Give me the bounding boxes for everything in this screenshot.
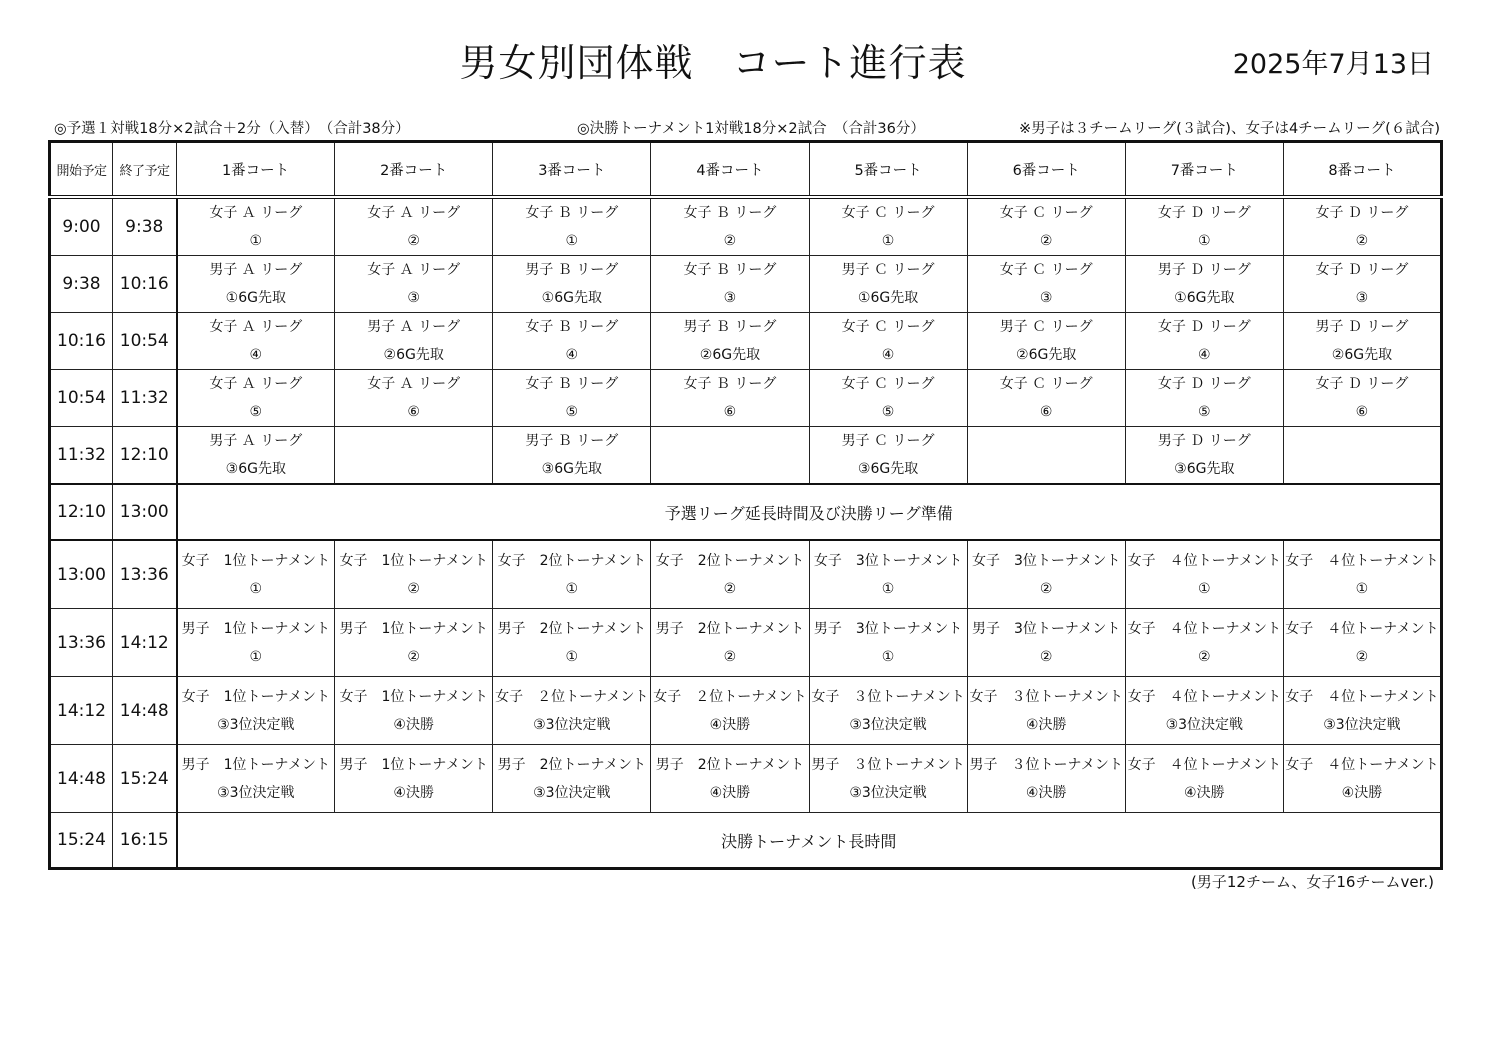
- match-cell-court-2: [335, 609, 493, 677]
- match-league-label: 女子 ４位トーナメント: [1127, 552, 1282, 569]
- match-number-label: ④: [565, 347, 579, 363]
- match-number-label: ④決勝: [1341, 784, 1383, 801]
- schedule-row: [50, 609, 1442, 677]
- match-number-label: ④: [1198, 347, 1211, 363]
- match-league-label: 女子 ４位トーナメント: [1285, 688, 1439, 705]
- match-number-label: ①: [1198, 580, 1211, 597]
- match-number-label: ①: [881, 580, 895, 597]
- match-number-label: ③3位決定戦: [533, 784, 611, 801]
- match-league-label: 男子 ３位トーナメント: [811, 756, 965, 773]
- match-league-label: 女子 ３位トーナメント: [969, 688, 1123, 705]
- match-cell-court-2: [335, 313, 493, 370]
- match-cell-court-7: [1125, 427, 1283, 485]
- start-time-cell: 13:36: [50, 609, 113, 677]
- match-cell-court-3: [493, 256, 651, 313]
- match-number-label: ②: [407, 580, 420, 597]
- match-league-label: 女子 Ｃ リーグ: [999, 376, 1093, 392]
- start-time-cell: 15:24: [50, 813, 113, 869]
- start-time-cell: 12:10: [50, 484, 113, 540]
- match-cell-court-6: [967, 540, 1125, 609]
- header-court-7: 7番コート: [1125, 142, 1283, 198]
- match-league-label: 男子 Ｃ リーグ: [841, 433, 935, 449]
- match-cell-court-4: [651, 745, 809, 813]
- break-period-cell: 予選リーグ延長時間及び決勝リーグ準備: [177, 484, 1442, 540]
- match-number-label: ③: [1039, 290, 1053, 306]
- match-league-label: 女子 ４位トーナメント: [1285, 620, 1439, 637]
- match-league-label: 女子 Ｄ リーグ: [1315, 376, 1409, 392]
- match-number-label: ③3位決定戦: [849, 716, 927, 733]
- match-league-label: 男子 3位トーナメント: [813, 620, 963, 637]
- schedule-body: [50, 197, 1442, 869]
- match-number-label: ④決勝: [393, 784, 434, 801]
- match-number-label: ②6G先取: [699, 347, 761, 363]
- match-cell-court-2: [335, 540, 493, 609]
- match-cell-court-8: [1283, 427, 1441, 485]
- schedule-row-break: [50, 813, 1442, 869]
- end-time-cell: 16:15: [113, 813, 177, 869]
- match-league-label: 男子 Ａ リーグ: [367, 319, 461, 335]
- schedule-row: [50, 197, 1442, 256]
- match-cell-court-4: [651, 197, 809, 256]
- start-time-cell: 10:16: [50, 313, 113, 370]
- court-schedule-table: [48, 140, 1443, 870]
- match-cell-court-2: [335, 745, 493, 813]
- match-cell-court-5: [809, 540, 967, 609]
- break-period-cell: 決勝トーナメント長時間: [177, 813, 1442, 869]
- match-number-label: ②: [723, 233, 737, 249]
- match-number-label: ④決勝: [1025, 716, 1067, 733]
- match-cell-court-6: [967, 256, 1125, 313]
- match-league-label: 男子 1位トーナメント: [339, 620, 488, 637]
- end-time-cell: 10:16: [113, 256, 177, 313]
- match-league-label: 女子 ４位トーナメント: [1127, 756, 1282, 773]
- match-cell-court-1: [177, 256, 335, 313]
- match-cell-court-5: [809, 370, 967, 427]
- match-cell-court-8: [1283, 609, 1441, 677]
- schedule-row: [50, 256, 1442, 313]
- end-time-cell: 12:10: [113, 427, 177, 485]
- match-league-label: 女子 ２位トーナメント: [495, 688, 649, 705]
- match-league-label: 男子 1位トーナメント: [181, 620, 330, 637]
- match-league-label: 女子 2位トーナメント: [655, 552, 805, 569]
- match-league-label: 男子 Ｂ リーグ: [525, 433, 619, 449]
- match-league-label: 女子 Ｄ リーグ: [1157, 205, 1251, 221]
- match-number-label: ⑤: [565, 404, 579, 420]
- match-cell-court-7: [1125, 197, 1283, 256]
- header-row: [50, 142, 1442, 198]
- match-league-label: 男子 Ｄ リーグ: [1157, 262, 1251, 278]
- match-number-label: ②: [1355, 648, 1369, 665]
- match-cell-court-3: [493, 540, 651, 609]
- header-court-3: 3番コート: [493, 142, 651, 198]
- match-cell-court-4: [651, 370, 809, 427]
- end-time-cell: 10:54: [113, 313, 177, 370]
- match-number-label: ③6G先取: [541, 461, 602, 477]
- start-time-cell: 9:38: [50, 256, 113, 313]
- match-cell-court-3: [493, 745, 651, 813]
- match-number-label: ①6G先取: [1174, 290, 1235, 306]
- end-time-cell: 9:38: [113, 197, 177, 256]
- match-league-label: 女子 Ｃ リーグ: [841, 319, 935, 335]
- match-number-label: ④決勝: [1184, 784, 1225, 801]
- match-cell-court-3: [493, 609, 651, 677]
- match-league-label: 女子 Ｃ リーグ: [841, 376, 935, 392]
- match-number-label: ①6G先取: [225, 290, 286, 306]
- match-number-label: ⑥: [723, 404, 737, 420]
- match-number-label: ④決勝: [1025, 784, 1067, 801]
- match-cell-court-3: [493, 677, 651, 745]
- match-league-label: 男子 2位トーナメント: [497, 756, 646, 773]
- header-court-8: 8番コート: [1283, 142, 1441, 198]
- match-cell-court-1: [177, 677, 335, 745]
- match-number-label: ②: [1039, 233, 1053, 249]
- match-number-label: ②6G先取: [1016, 347, 1077, 363]
- match-number-label: ⑤: [1198, 404, 1211, 420]
- match-league-label: 男子 Ｃ リーグ: [999, 319, 1093, 335]
- match-number-label: ①: [1355, 580, 1369, 597]
- match-number-label: ②: [1355, 233, 1369, 249]
- match-league-label: 男子 Ｄ リーグ: [1315, 319, 1409, 335]
- match-league-label: 女子 Ｃ リーグ: [841, 205, 935, 221]
- match-cell-court-4: [651, 256, 809, 313]
- match-league-label: 女子 3位トーナメント: [813, 552, 963, 569]
- match-league-label: 女子 Ｂ リーグ: [525, 319, 619, 335]
- match-league-label: 女子 Ａ リーグ: [367, 205, 461, 221]
- match-league-label: 女子 ２位トーナメント: [653, 688, 807, 705]
- match-league-label: 女子 ４位トーナメント: [1285, 756, 1439, 773]
- match-cell-court-7: [1125, 540, 1283, 609]
- match-cell-court-1: [177, 370, 335, 427]
- note-qualifier-timing: ◎予選１対戦18分×2試合＋2分（入替） （合計38分）: [54, 121, 410, 137]
- end-time-cell: 11:32: [113, 370, 177, 427]
- match-cell-court-1: [177, 313, 335, 370]
- match-league-label: 女子 Ｂ リーグ: [525, 376, 619, 392]
- match-cell-court-3: [493, 313, 651, 370]
- match-cell-court-1: [177, 540, 335, 609]
- match-cell-court-7: [1125, 370, 1283, 427]
- match-number-label: ③6G先取: [1174, 461, 1235, 477]
- match-cell-court-8: [1283, 540, 1441, 609]
- match-league-label: 男子 Ａ リーグ: [209, 433, 303, 449]
- match-league-label: 男子 3位トーナメント: [972, 620, 1121, 637]
- match-league-label: 女子 Ｃ リーグ: [999, 205, 1093, 221]
- match-league-label: 女子 Ｄ リーグ: [1315, 205, 1409, 221]
- match-number-label: ②: [1039, 580, 1053, 597]
- match-cell-court-5: [809, 256, 967, 313]
- match-cell-court-6: [967, 313, 1125, 370]
- match-cell-court-8: [1283, 256, 1441, 313]
- match-number-label: ①6G先取: [541, 290, 602, 306]
- match-cell-court-4: [651, 313, 809, 370]
- match-league-label: 女子 1位トーナメント: [339, 688, 488, 705]
- match-number-label: ②: [407, 233, 420, 249]
- match-number-label: ③6G先取: [857, 461, 919, 477]
- page-title: 男女別団体戦 コート進行表: [459, 41, 967, 85]
- match-league-label: 女子 Ｂ リーグ: [683, 205, 777, 221]
- match-cell-court-2: [335, 370, 493, 427]
- match-number-label: ①: [249, 580, 263, 597]
- schedule-row-break: [50, 484, 1442, 540]
- header-court-2: 2番コート: [335, 142, 493, 198]
- match-league-label: 女子 Ｄ リーグ: [1157, 319, 1251, 335]
- header-court-1: 1番コート: [177, 142, 335, 198]
- match-number-label: ③: [723, 290, 737, 306]
- match-cell-court-5: [809, 427, 967, 485]
- match-league-label: 女子 Ｄ リーグ: [1157, 376, 1251, 392]
- end-time-cell: 15:24: [113, 745, 177, 813]
- match-cell-court-6: [967, 677, 1125, 745]
- match-league-label: 女子 2位トーナメント: [497, 552, 646, 569]
- end-time-cell: 13:36: [113, 540, 177, 609]
- match-cell-court-8: [1283, 745, 1441, 813]
- end-time-cell: 14:48: [113, 677, 177, 745]
- match-number-label: ④: [881, 347, 895, 363]
- match-league-label: 女子 Ｂ リーグ: [683, 376, 777, 392]
- match-number-label: ⑥: [1039, 404, 1053, 420]
- header-start-time: 開始予定: [50, 142, 113, 198]
- match-number-label: ③3位決定戦: [849, 784, 927, 801]
- match-number-label: ①: [881, 233, 895, 249]
- match-number-label: ①: [249, 233, 263, 249]
- match-cell-court-5: [809, 609, 967, 677]
- match-number-label: ⑤: [881, 404, 895, 420]
- header-court-5: 5番コート: [809, 142, 967, 198]
- match-cell-court-6: [967, 370, 1125, 427]
- match-number-label: ④決勝: [709, 784, 751, 801]
- match-number-label: ①: [881, 648, 895, 665]
- match-number-label: ④決勝: [709, 716, 751, 733]
- match-league-label: 女子 Ｂ リーグ: [525, 205, 619, 221]
- match-number-label: ④決勝: [393, 716, 434, 733]
- note-final-timing: ◎決勝トーナメント1対戦18分×2試合 （合計36分）: [577, 121, 925, 137]
- start-time-cell: 14:48: [50, 745, 113, 813]
- match-cell-court-8: [1283, 197, 1441, 256]
- match-league-label: 男子 Ａ リーグ: [209, 262, 303, 278]
- match-number-label: ③3位決定戦: [1165, 716, 1244, 733]
- match-cell-court-5: [809, 677, 967, 745]
- match-league-label: 女子 Ｂ リーグ: [683, 262, 777, 278]
- match-number-label: ①: [249, 648, 263, 665]
- schedule-row: [50, 313, 1442, 370]
- match-number-label: ③3位決定戦: [217, 784, 295, 801]
- match-league-label: 女子 Ａ リーグ: [367, 262, 461, 278]
- match-number-label: ①: [565, 233, 579, 249]
- match-league-label: 女子 ４位トーナメント: [1127, 620, 1282, 637]
- match-number-label: ②6G先取: [383, 347, 444, 363]
- match-cell-court-7: [1125, 677, 1283, 745]
- match-number-label: ①6G先取: [857, 290, 919, 306]
- match-cell-court-1: [177, 745, 335, 813]
- match-league-label: 女子 ４位トーナメント: [1285, 552, 1439, 569]
- start-time-cell: 9:00: [50, 197, 113, 256]
- match-number-label: ②: [1039, 648, 1053, 665]
- match-league-label: 男子 ３位トーナメント: [969, 756, 1123, 773]
- match-number-label: ②6G先取: [1331, 347, 1393, 363]
- match-cell-court-6: [967, 609, 1125, 677]
- schedule-date: 2025年7月13日: [1232, 49, 1434, 80]
- match-league-label: 女子 Ｃ リーグ: [999, 262, 1093, 278]
- match-cell-court-8: [1283, 313, 1441, 370]
- header-court-6: 6番コート: [967, 142, 1125, 198]
- match-league-label: 男子 2位トーナメント: [497, 620, 646, 637]
- match-number-label: ①: [565, 580, 579, 597]
- note-league-format: ※男子は３チームリーグ(３試合)、女子は4チームリーグ(６試合): [1018, 121, 1440, 137]
- match-cell-court-6: [967, 745, 1125, 813]
- match-league-label: 女子 Ａ リーグ: [209, 376, 303, 392]
- match-number-label: ③3位決定戦: [217, 716, 295, 733]
- match-league-label: 女子 Ａ リーグ: [209, 319, 303, 335]
- match-league-label: 女子 1位トーナメント: [181, 688, 330, 705]
- start-time-cell: 10:54: [50, 370, 113, 427]
- match-cell-court-4: [651, 540, 809, 609]
- match-number-label: ①: [565, 648, 579, 665]
- match-number-label: ⑥: [407, 404, 420, 420]
- match-cell-court-5: [809, 745, 967, 813]
- match-league-label: 男子 Ｂ リーグ: [683, 319, 777, 335]
- schedule-row: [50, 745, 1442, 813]
- match-league-label: 女子 Ａ リーグ: [367, 376, 461, 392]
- match-number-label: ③6G先取: [225, 461, 286, 477]
- match-cell-court-3: [493, 370, 651, 427]
- match-cell-court-5: [809, 197, 967, 256]
- match-cell-court-3: [493, 427, 651, 485]
- match-league-label: 女子 ３位トーナメント: [811, 688, 965, 705]
- end-time-cell: 13:00: [113, 484, 177, 540]
- match-cell-court-1: [177, 427, 335, 485]
- notes-bar: [54, 117, 1440, 137]
- schedule-row: [50, 540, 1442, 609]
- footer-note: (男子12チーム、女子16チームver.): [1191, 873, 1434, 891]
- match-cell-court-2: [335, 427, 493, 485]
- match-cell-court-4: [651, 427, 809, 485]
- match-cell-court-7: [1125, 256, 1283, 313]
- schedule-row: [50, 427, 1442, 485]
- match-number-label: ⑥: [1355, 404, 1369, 420]
- match-number-label: ③: [1355, 290, 1369, 306]
- match-cell-court-7: [1125, 609, 1283, 677]
- match-number-label: ②: [407, 648, 420, 665]
- start-time-cell: 13:00: [50, 540, 113, 609]
- match-number-label: ①: [1198, 233, 1211, 249]
- start-time-cell: 14:12: [50, 677, 113, 745]
- match-cell-court-1: [177, 609, 335, 677]
- match-cell-court-8: [1283, 677, 1441, 745]
- match-number-label: ⑤: [249, 404, 263, 420]
- match-cell-court-6: [967, 197, 1125, 256]
- match-cell-court-1: [177, 197, 335, 256]
- match-number-label: ③3位決定戦: [1323, 716, 1401, 733]
- match-league-label: 男子 1位トーナメント: [181, 756, 330, 773]
- header-court-4: 4番コート: [651, 142, 809, 198]
- match-league-label: 男子 Ｂ リーグ: [525, 262, 619, 278]
- match-cell-court-4: [651, 609, 809, 677]
- match-league-label: 女子 1位トーナメント: [181, 552, 330, 569]
- match-number-label: ③: [407, 290, 420, 306]
- match-league-label: 女子 Ａ リーグ: [209, 205, 303, 221]
- match-number-label: ②: [1198, 648, 1211, 665]
- end-time-cell: 14:12: [113, 609, 177, 677]
- match-league-label: 男子 1位トーナメント: [339, 756, 488, 773]
- start-time-cell: 11:32: [50, 427, 113, 485]
- match-cell-court-8: [1283, 370, 1441, 427]
- match-cell-court-5: [809, 313, 967, 370]
- match-number-label: ②: [723, 648, 737, 665]
- match-cell-court-6: [967, 427, 1125, 485]
- match-league-label: 男子 Ｃ リーグ: [841, 262, 935, 278]
- match-number-label: ④: [249, 347, 263, 363]
- match-league-label: 女子 1位トーナメント: [339, 552, 488, 569]
- match-number-label: ②: [723, 580, 737, 597]
- match-cell-court-2: [335, 256, 493, 313]
- match-league-label: 女子 3位トーナメント: [972, 552, 1121, 569]
- match-league-label: 男子 2位トーナメント: [655, 620, 805, 637]
- match-cell-court-2: [335, 677, 493, 745]
- match-league-label: 男子 Ｄ リーグ: [1157, 433, 1251, 449]
- match-cell-court-7: [1125, 745, 1283, 813]
- match-league-label: 女子 ４位トーナメント: [1127, 688, 1282, 705]
- header-end-time: 終了予定: [113, 142, 177, 198]
- match-league-label: 男子 2位トーナメント: [655, 756, 805, 773]
- schedule-row: [50, 677, 1442, 745]
- match-league-label: 女子 Ｄ リーグ: [1315, 262, 1409, 278]
- match-cell-court-2: [335, 197, 493, 256]
- match-cell-court-7: [1125, 313, 1283, 370]
- schedule-row: [50, 370, 1442, 427]
- match-cell-court-4: [651, 677, 809, 745]
- match-number-label: ③3位決定戦: [533, 716, 611, 733]
- match-cell-court-3: [493, 197, 651, 256]
